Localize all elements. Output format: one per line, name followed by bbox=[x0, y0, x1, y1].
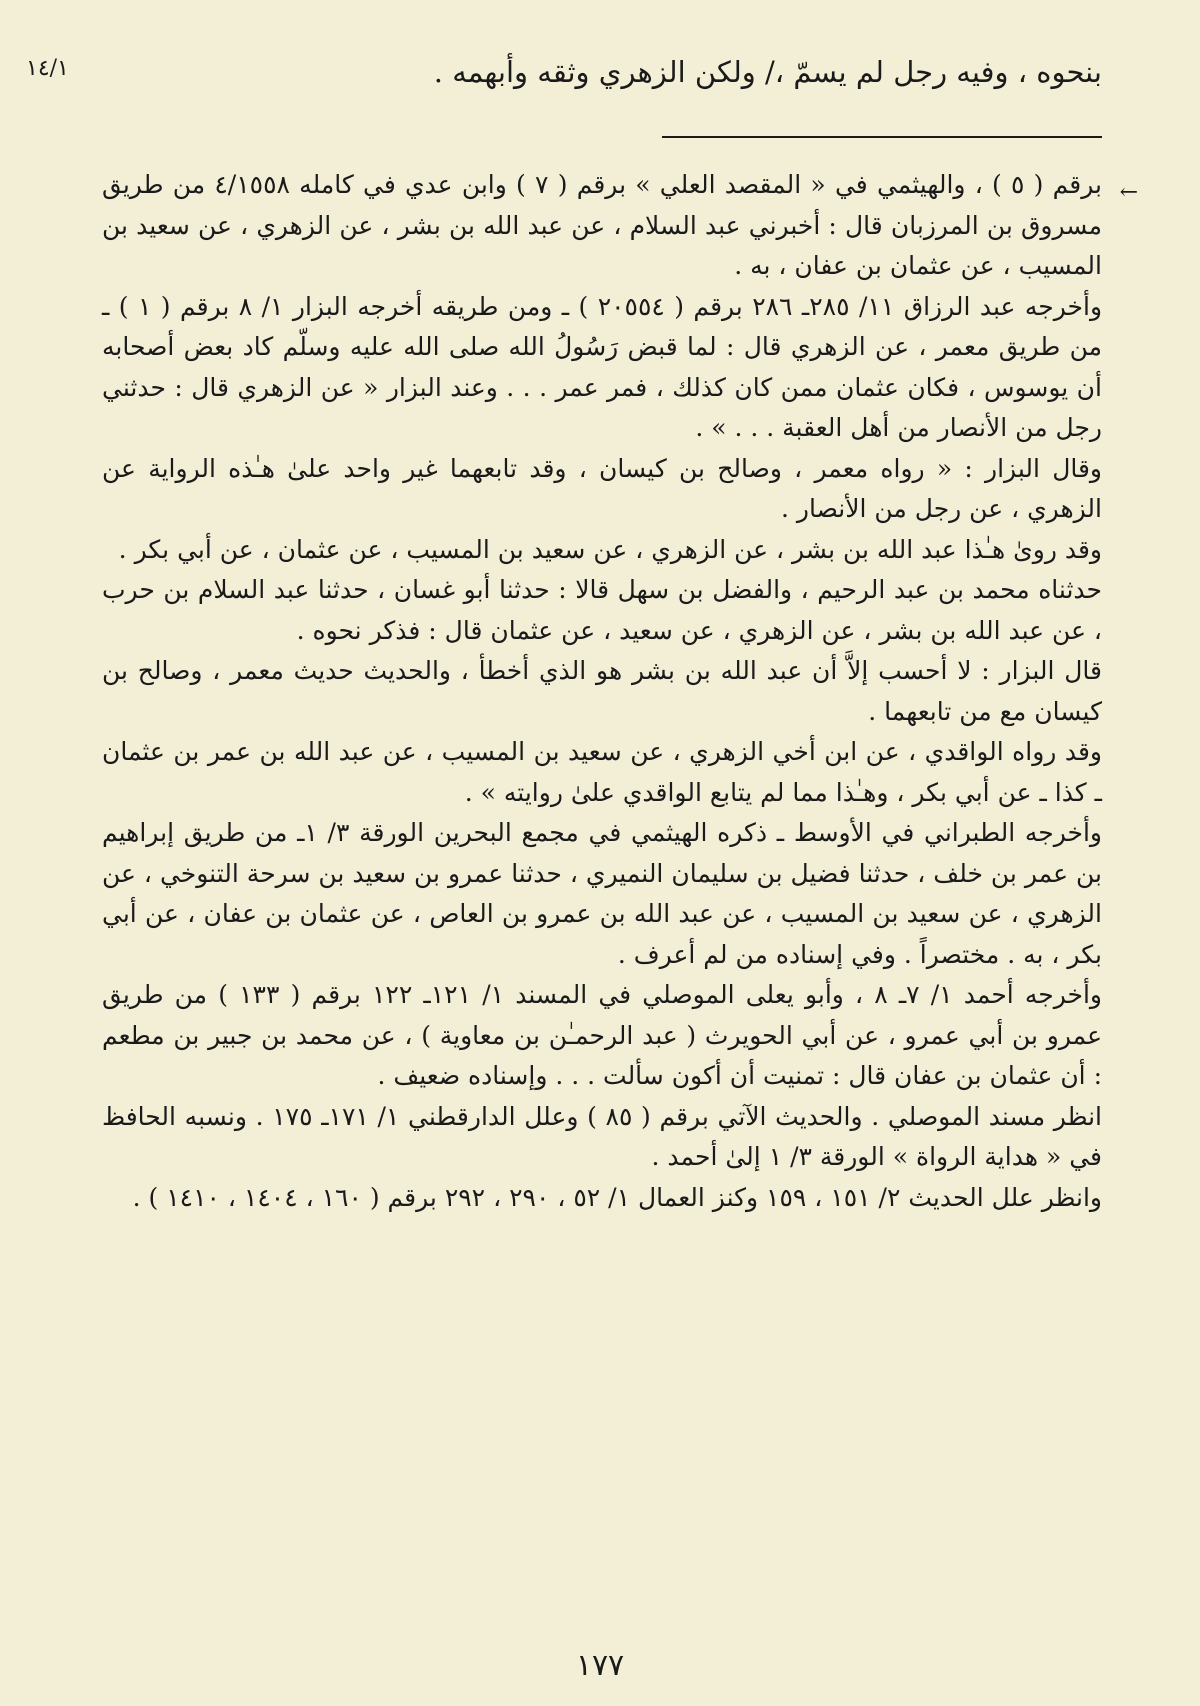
footnote-paragraph: وقد روىٰ هـٰذا عبد الله بن بشر ، عن الزهري ، عن سعيد بن المسيب ، عن عثمان ، عن أبي بكر . bbox=[118, 534, 1102, 564]
footnote-separator bbox=[662, 136, 1102, 138]
footnote-paragraph: برقم ( ٥ ) ، والهيثمي في « المقصد العلي » برقم ( ٧ ) وابن عدي في كامله ٤/١٥٥٨ من طريق مسروق بن المرزبان قال : أخبرني عبد السلام ، عن عبد الله بن بشر ، عن الزهري ، عن سعيد بن المسيب ، عن عثمان بن عفان ، به . bbox=[102, 170, 1102, 280]
footnote-paragraph: وأخرجه الطبراني في الأوسط ـ ذكره الهيثمي في مجمع البحرين الورقة ٣/ ١ـ من طريق إبراهيم بن عمر بن خلف ، حدثنا فضيل بن سليمان النميري ، حدثنا عمرو بن سعيد بن سرحة التنوخي ، عن الزهري ، عن سعيد بن المسيب ، عن عبد الله بن عمرو بن العاص ، عن عثمان بن عفان ، عن أبي بكر ، به . مختصراً . وفي إسناده من لم أعرف . bbox=[102, 818, 1102, 969]
footnote-paragraph: قال البزار : لا أحسب إلاَّ أن عبد الله بن بشر هو الذي أخطأ ، والحديث حديث معمر ، وصالح بن كيسان مع من تابعهما . bbox=[102, 656, 1102, 726]
main-text-line: بنحوه ، وفيه رجل لم يسمّ ،/ ولكن الزهري وثقه وأبهمه . bbox=[433, 55, 1102, 89]
footnote-paragraph: وأخرجه عبد الرزاق ١١/ ٢٨٥ـ ٢٨٦ برقم ( ٢٠٥٥٤ ) ـ ومن طريقه أخرجه البزار ١/ ٨ برقم ( ١ ) ـ من طريق معمر ، عن الزهري قال : لما قبض رَسُولُ الله صلى الله عليه وسلّم كاد بعض أصحابه أن يوسوس ، فكان عثمان ممن كان كذلك ، فمر عمر . . . وعند البزار « عن الزهري قال : حدثني رجل من الأنصار من أهل العقبة . . . » . bbox=[102, 291, 1103, 442]
footnote-paragraph: حدثناه محمد بن عبد الرحيم ، والفضل بن سهل قالا : حدثنا أبو غسان ، حدثنا عبد السلام بن حرب ، عن عبد الله بن بشر ، عن الزهري ، عن سعيد ، عن عثمان قال : فذكر نحوه . bbox=[102, 575, 1102, 645]
footnote-continuation-arrow-icon: ← bbox=[1119, 180, 1138, 205]
margin-reference: ١٤/١ bbox=[26, 56, 69, 81]
footnotes bbox=[102, 165, 1102, 1218]
footnote-paragraph: وقال البزار : « رواه معمر ، وصالح بن كيسان ، وقد تابعهما غير واحد علىٰ هـٰذه الرواية عن الزهري ، عن رجل من الأنصار . bbox=[102, 453, 1102, 523]
footnote-paragraph: انظر مسند الموصلي . والحديث الآتي برقم ( ٨٥ ) وعلل الدارقطني ١/ ١٧١ـ ١٧٥ . ونسبه الحافظ في « هداية الرواة » الورقة ٣/ ١ إلىٰ أحمد . bbox=[102, 1101, 1102, 1171]
footnote-paragraph: وأخرجه أحمد ١/ ٧ـ ٨ ، وأبو يعلى الموصلي في المسند ١/ ١٢١ـ ١٢٢ برقم ( ١٣٣ ) من طريق عمرو بن أبي عمرو ، عن أبي الحويرث ( عبد الرحمـٰن بن معاوية ) ، عن محمد بن جبير بن مطعم : أن عثمان بن عفان قال : تمنيت أن أكون سألت . . . وإسناده ضعيف . bbox=[102, 980, 1103, 1090]
page-number: ١٧٧ bbox=[575, 1648, 625, 1683]
footnote-paragraph: وانظر علل الحديث ٢/ ١٥١ ، ١٥٩ وكنز العمال ١/ ٥٢ ، ٢٩٠ ، ٢٩٢ برقم ( ١٦٠ ، ١٤٠٤ ، ١٤١٠ ) . bbox=[132, 1182, 1102, 1212]
footnote-paragraph: وقد رواه الواقدي ، عن ابن أخي الزهري ، عن سعيد بن المسيب ، عن عبد الله بن عمر بن عثمان ـ كذا ـ عن أبي بكر ، وهـٰذا مما لم يتابع الواقدي علىٰ روايته » . bbox=[102, 737, 1102, 807]
